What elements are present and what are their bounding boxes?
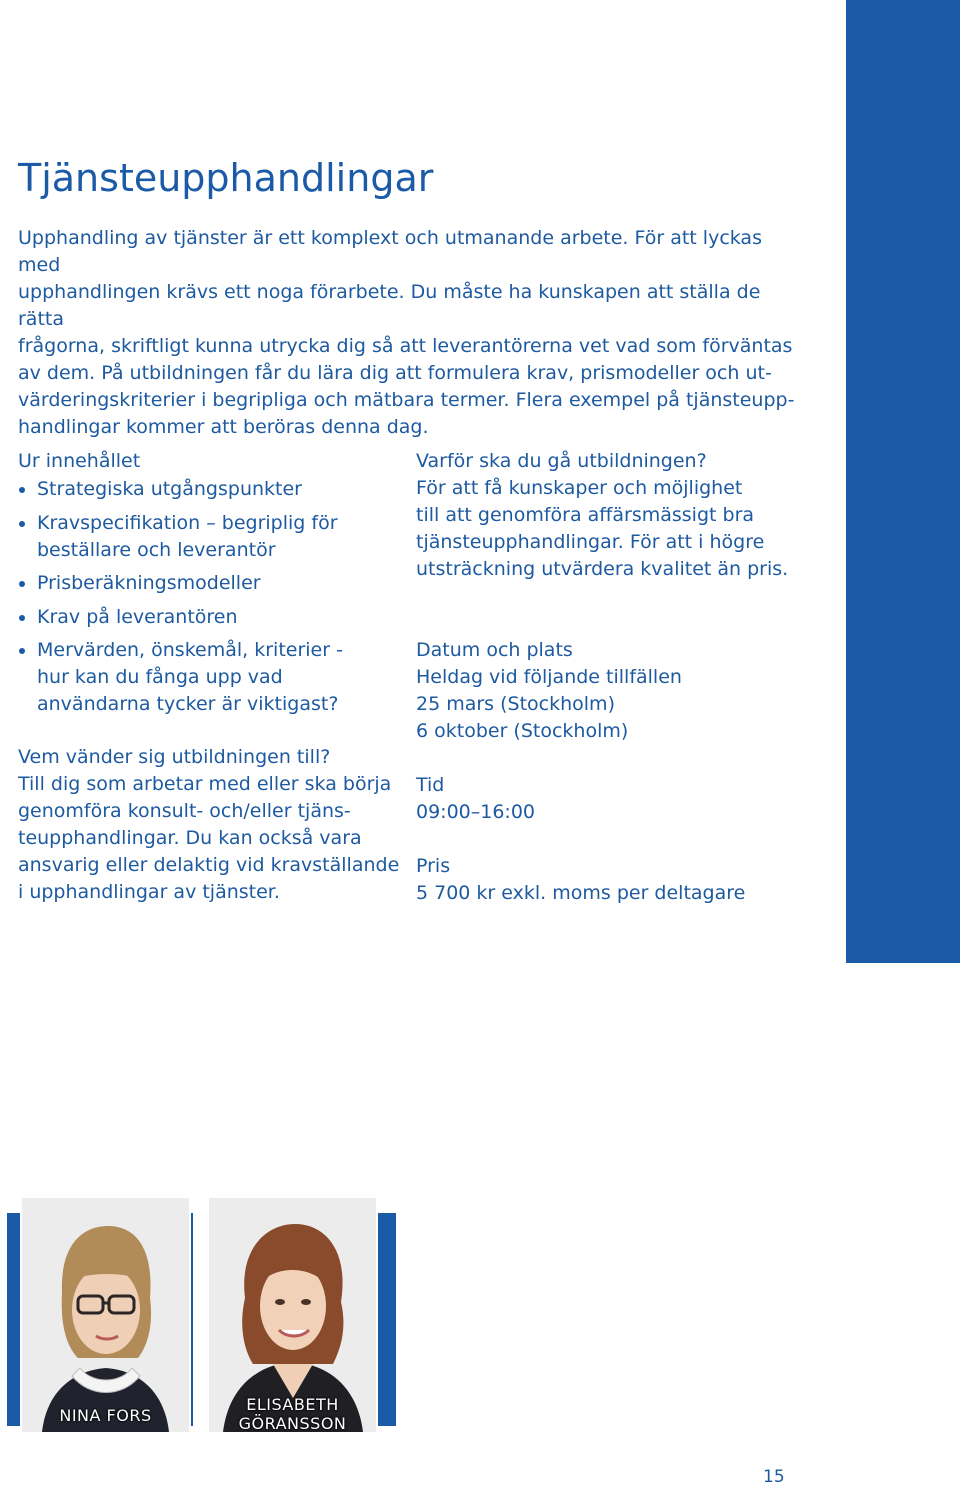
intro-line: värderingskriterier i begripliga och mätbara termer. Flera exempel på tjänsteupp- [18,389,795,411]
price-heading: Pris [416,855,451,877]
dates-heading: Datum och plats [416,639,573,661]
instructor-name-line: NINA FORS [59,1406,152,1425]
why-line: tjänsteupphandlingar. För att i högre [416,531,765,553]
instructor-photo-elisabeth [207,1196,378,1434]
intro-line: frågorna, skriftligt kunna utrycka dig så att leverantörerna vet vad som förväntas [18,335,793,357]
instructor-name [22,1406,189,1425]
dates-line: 25 mars (Stockholm) [416,693,615,715]
instructor-photo-nina [20,1196,191,1434]
content-item: Krav på leverantören [18,604,403,631]
content-list [18,476,403,718]
portrait-illustration [22,1198,189,1432]
content-heading: Ur innehållet [18,450,141,472]
price-value: 5 700 kr exkl. moms per deltagare [416,882,746,904]
page-number: 15 [763,1467,785,1487]
content-item: Kravspecifikation – begriplig för beställare och leverantör [18,510,403,564]
instructor-name-line: GÖRANSSON [238,1414,347,1433]
audience-line: teupphandlingar. Du kan också vara [18,827,362,849]
left-column [18,448,403,906]
intro-line: av dem. På utbildningen får du lära dig att formulera krav, prismodeller och ut- [18,362,772,384]
time-value: 09:00–16:00 [416,801,536,823]
content-item: Prisberäkningsmodeller [18,570,403,597]
audience-text [18,771,403,906]
why-text [416,475,796,583]
dates-line: 6 oktober (Stockholm) [416,720,629,742]
content-item: Mervärden, önskemål, kriterier - hur kan du fånga upp vad användarna tycker är viktigast? [18,637,403,718]
audience-line: Till dig som arbetar med eller ska börja [18,773,392,795]
intro-line: Upphandling av tjänster är ett komplext och utmanande arbete. För att lyckas med [18,227,762,276]
why-line: utsträckning utvärdera kvalitet än pris. [416,558,789,580]
audience-line: ansvarig eller delaktig vid kravställande [18,854,400,876]
why-line: till att genomföra affärsmässigt bra [416,504,755,526]
dates-text [416,664,796,745]
audience-heading: Vem vänder sig utbildningen till? [18,746,331,768]
intro-line: handlingar kommer att beröras denna dag. [18,416,429,438]
why-line: För att få kunskaper och möjlighet [416,477,743,499]
intro-paragraph [18,225,808,441]
instructor-name [209,1395,376,1433]
dates-line: Heldag vid följande tillfällen [416,666,682,688]
page-title: Tjänsteupphandlingar [18,156,434,200]
audience-line: genomföra konsult- och/eller tjäns- [18,800,351,822]
side-accent-bar [846,0,960,963]
audience-line: i upphandlingar av tjänster. [18,881,280,903]
why-heading: Varför ska du gå utbildningen? [416,450,707,472]
intro-line: upphandlingen krävs ett noga förarbete. Du måste ha kunskapen att ställa de rätta [18,281,761,330]
right-column [416,448,796,907]
time-heading: Tid [416,774,445,796]
content-item: Strategiska utgångspunkter [18,476,403,503]
instructor-name-line: ELISABETH [246,1395,339,1414]
